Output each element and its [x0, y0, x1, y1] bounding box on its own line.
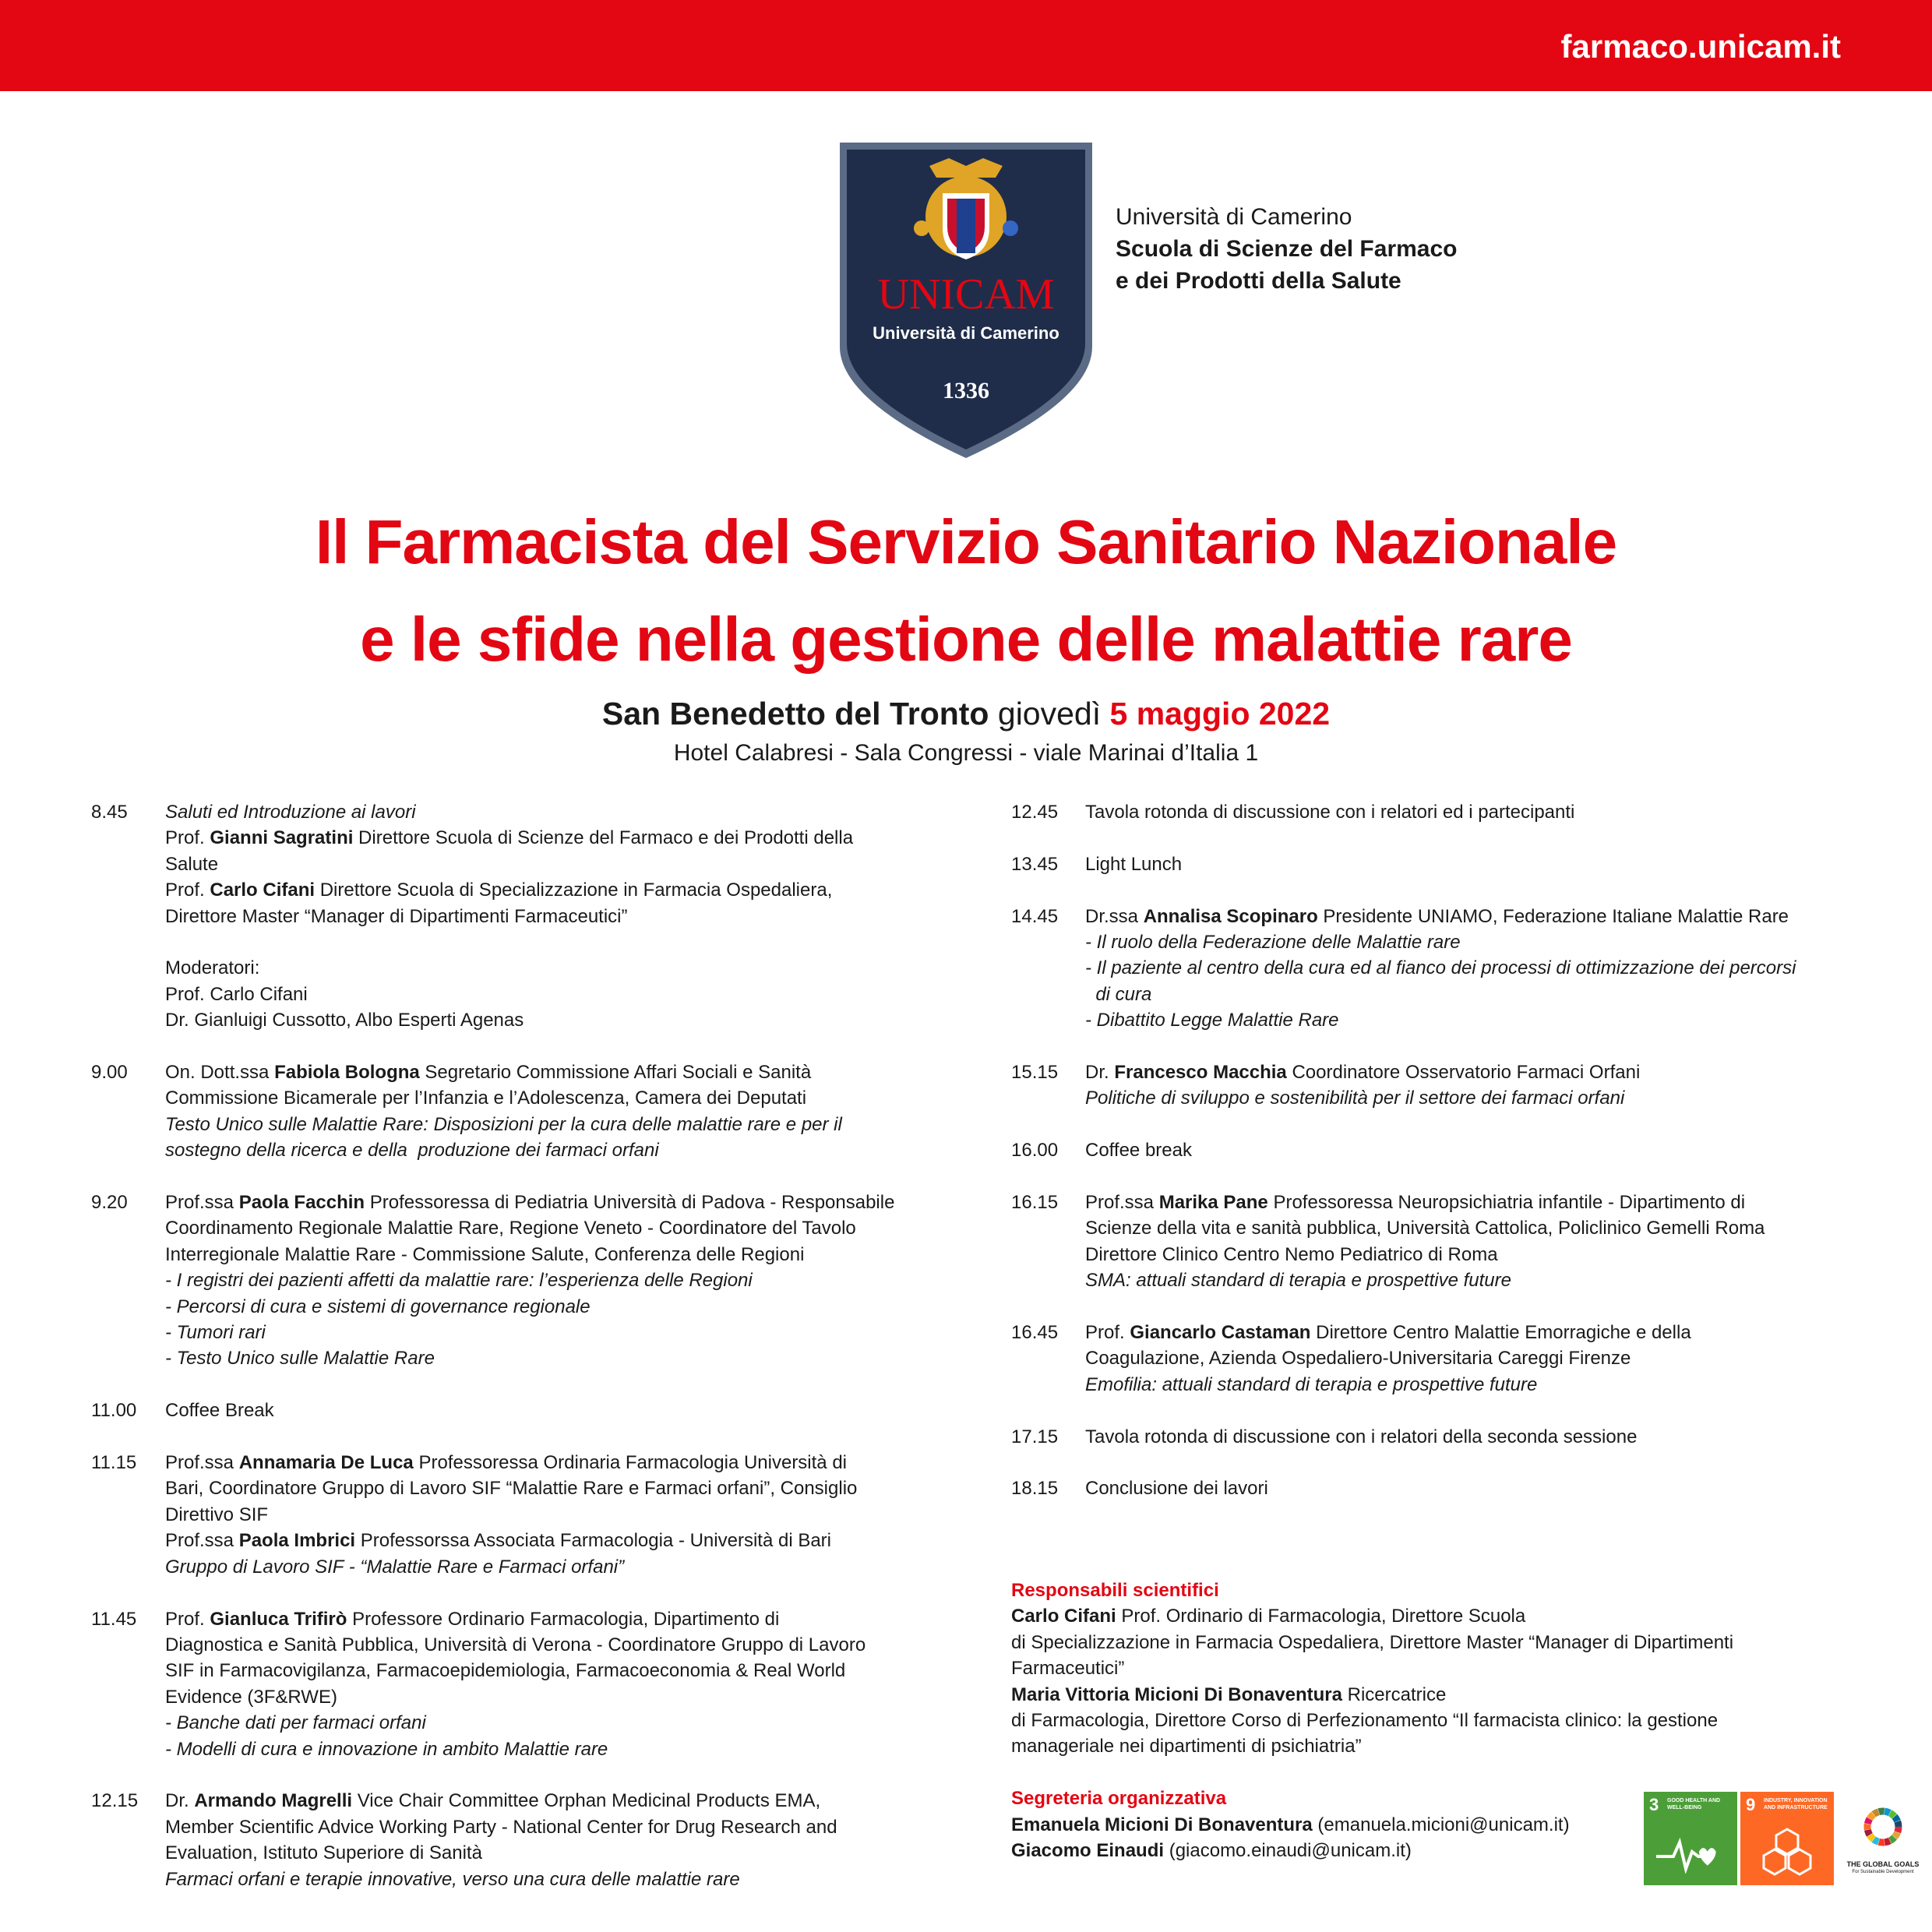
event-title-line-1: Il Farmacista del Servizio Sanitario Nazionale	[315, 507, 1617, 576]
text-segment: Tavola rotonda di discussione con i relatori della seconda sessione	[1085, 1426, 1638, 1447]
entry-body	[165, 1788, 917, 1892]
talk-title: - Modelli di cura e innovazione in ambito Malattie rare	[165, 1738, 608, 1760]
entry-body	[165, 1398, 917, 1423]
institution-line-2: Scuola di Scienze del Farmaco	[1116, 236, 1458, 262]
program-entry	[1011, 1320, 1853, 1398]
text-segment: Conclusione dei lavori	[1085, 1478, 1268, 1500]
text-segment: Prof.	[165, 880, 210, 901]
text-segment: Prof.ssa	[165, 1452, 239, 1474]
entry-time: 13.45	[1011, 853, 1059, 875]
text-line	[1085, 1007, 1853, 1033]
text-segment: Prof.ssa	[1085, 1192, 1159, 1214]
text-segment: Dr.	[1085, 1062, 1115, 1084]
talk-title: - Dibattito Legge Malattie Rare	[1085, 1010, 1339, 1031]
speaker-name: Paola Facchin	[238, 1192, 365, 1214]
program-entry	[91, 1788, 917, 1892]
event-date: 5 maggio 2022	[1109, 696, 1331, 732]
speaker-name: Fabiola Bologna	[274, 1062, 420, 1084]
entry-body	[1085, 1475, 1853, 1501]
text-line	[1085, 851, 1853, 877]
program-entry	[91, 799, 917, 1034]
sdg-goal-3-icon	[1644, 1792, 1737, 1885]
text-line	[165, 1632, 917, 1658]
text-line	[165, 1450, 917, 1475]
text-line	[165, 1345, 917, 1371]
text-line	[165, 1710, 917, 1736]
institution-name	[1116, 201, 1458, 297]
text-segment: On. Dott.ssa	[165, 1062, 275, 1084]
text-line	[165, 1059, 917, 1085]
sdg-goal-3-label: GOOD HEALTH AND WELL-BEING	[1667, 1798, 1721, 1810]
text-segment: Prof.ssa	[165, 1192, 239, 1214]
talk-title: SMA: attuali standard di terapia e prospettive future	[1085, 1270, 1511, 1292]
talk-title: Farmaci orfani e terapie innovative, verso una cura delle malattie rare	[165, 1868, 740, 1890]
unicam-shield-logo	[840, 143, 1092, 458]
text-segment: Evaluation, Istituto Superiore di Sanità	[165, 1842, 482, 1864]
top-banner	[0, 0, 1932, 91]
text-segment: Presidente UNIAMO, Federazione Italiane Malattie Rare	[1317, 905, 1789, 927]
program-entry	[1011, 1059, 1853, 1112]
entry-body	[1085, 1137, 1853, 1163]
text-line	[1085, 1345, 1853, 1371]
program-entry	[91, 1606, 917, 1762]
text-line	[1011, 1682, 1853, 1708]
entry-body	[165, 1450, 917, 1580]
text-line	[165, 1788, 917, 1814]
text-segment: Prof.	[1085, 1322, 1130, 1344]
text-line	[165, 1398, 917, 1423]
entry-time: 12.15	[91, 1790, 139, 1812]
text-segment: Prof.	[165, 827, 210, 849]
text-line	[165, 1684, 917, 1710]
text-segment: Prof. Ordinario di Farmacologia, Direttore Scuola	[1116, 1606, 1526, 1627]
sdg-goal-9-icon	[1740, 1792, 1834, 1885]
text-line	[165, 1606, 917, 1632]
logo-year: 1336	[943, 378, 989, 404]
text-segment: Professorssa Associata Farmacologia - Università di Bari	[355, 1530, 831, 1552]
text-line	[1085, 1137, 1853, 1163]
text-line	[1085, 904, 1853, 929]
text-segment: di Farmacologia, Direttore Corso di Perfezionamento “Il farmacista clinico: la gestione	[1011, 1710, 1719, 1732]
text-line	[1085, 1372, 1853, 1398]
speaker-name: Annamaria De Luca	[238, 1452, 414, 1474]
program-entry	[91, 1059, 917, 1164]
text-segment: Direttivo SIF	[165, 1504, 269, 1525]
text-segment: Professoressa Neuropsichiatria infantile - Dipartimento di	[1267, 1192, 1746, 1214]
text-line	[165, 1867, 917, 1892]
text-line	[1085, 1267, 1853, 1293]
text-line	[165, 1554, 917, 1580]
global-goals-wheel-icon	[1862, 1806, 1904, 1848]
talk-title: - Percorsi di cura e sistemi di governance regionale	[165, 1296, 591, 1317]
text-line	[165, 1658, 917, 1683]
text-line	[165, 825, 917, 851]
heartbeat-icon	[1655, 1835, 1726, 1874]
text-line	[165, 929, 917, 955]
program-entry	[91, 1190, 917, 1372]
text-segment: Direttore Clinico Centro Nemo Pediatrico di Roma	[1085, 1243, 1498, 1265]
text-line	[165, 1320, 917, 1345]
talk-title: Emofilia: attuali standard di terapia e prospettive future	[1085, 1373, 1538, 1395]
speaker-name: Marika Pane	[1158, 1192, 1268, 1214]
text-line	[1085, 1475, 1853, 1501]
text-segment: Vice Chair Committee Orphan Medicinal Products EMA,	[352, 1790, 821, 1812]
entry-body	[165, 799, 917, 1034]
text-line	[165, 1112, 917, 1137]
logo-subtitle: Università di Camerino	[873, 323, 1059, 343]
text-segment: Direttore Scuola di Scienze del Farmaco e dei Prodotti della	[353, 827, 854, 849]
entry-time: 16.15	[1011, 1192, 1059, 1214]
text-line	[165, 1215, 917, 1241]
text-segment: di Specializzazione in Farmacia Ospedaliera, Direttore Master “Manager di Dipartimenti	[1011, 1631, 1734, 1653]
segreteria-heading: Segreteria organizzativa	[1011, 1788, 1227, 1810]
program-entry	[1011, 1424, 1853, 1450]
speaker-name: Giancarlo Castaman	[1130, 1322, 1311, 1344]
text-line	[165, 799, 917, 825]
text-segment: Coffee Break	[165, 1400, 274, 1422]
entry-time: 16.45	[1011, 1322, 1059, 1344]
entry-time: 8.45	[91, 802, 128, 823]
text-segment: Coagulazione, Azienda Ospedaliero-Universitaria Careggi Firenze	[1085, 1348, 1631, 1370]
entry-time: 11.15	[91, 1452, 137, 1474]
text-segment: Professore Ordinario Farmacologia, Dipartimento di	[347, 1608, 780, 1630]
program-entry	[1011, 1137, 1853, 1163]
program-entry	[91, 1450, 917, 1580]
entry-body	[1085, 799, 1853, 825]
speaker-name: Gianni Sagratini	[210, 827, 354, 849]
talk-title: Testo Unico sulle Malattie Rare: Disposizioni per la cura delle malattie rare e per il	[165, 1113, 842, 1135]
talk-title: di cura	[1085, 983, 1152, 1005]
talk-title: - Tumori rari	[165, 1322, 266, 1344]
text-line	[1085, 1424, 1853, 1450]
text-line	[165, 1814, 917, 1840]
text-segment: (giacomo.einaudi@unicam.it)	[1164, 1840, 1412, 1862]
speaker-name: Emanuela Micioni Di Bonaventura	[1011, 1814, 1313, 1835]
text-line	[165, 1736, 917, 1762]
text-segment: Direttore Scuola di Specializzazione in Farmacia Ospedaliera,	[315, 880, 833, 901]
speaker-name: Francesco Macchia	[1114, 1062, 1287, 1084]
text-segment: Member Scientific Advice Working Party - National Center for Drug Research and	[165, 1816, 837, 1838]
text-line	[165, 1085, 917, 1111]
text-line	[1085, 982, 1853, 1007]
text-segment: Moderatori:	[165, 957, 260, 979]
talk-title: Gruppo di Lavoro SIF - “Malattie Rare e Farmaci orfani”	[165, 1556, 625, 1578]
speaker-name: Gianluca Trifirò	[210, 1608, 347, 1630]
text-segment: (emanuela.micioni@unicam.it)	[1312, 1814, 1570, 1835]
text-segment: Salute	[165, 853, 219, 875]
text-segment: Diagnostica e Sanità Pubblica, Università di Verona - Coordinatore Gruppo di Lavoro	[165, 1634, 866, 1655]
global-goals-label: THE GLOBAL GOALS	[1846, 1860, 1920, 1868]
event-title-line-2: e le sfide nella gestione delle malattie rare	[360, 605, 1572, 674]
entry-body	[165, 1606, 917, 1762]
entry-time: 9.00	[91, 1062, 128, 1084]
text-segment: Ricercatrice	[1341, 1683, 1447, 1705]
text-line	[1085, 1320, 1853, 1345]
event-city: San Benedetto del Tronto	[601, 696, 989, 732]
text-line	[165, 955, 917, 981]
entry-body	[1085, 1424, 1853, 1450]
cubes-icon	[1762, 1826, 1812, 1876]
talk-title: - Banche dati per farmaci orfani	[165, 1712, 426, 1734]
text-line	[1085, 1242, 1853, 1267]
text-segment: Prof.ssa	[165, 1530, 239, 1552]
entry-time: 14.45	[1011, 905, 1059, 927]
text-line	[165, 904, 917, 929]
text-line	[165, 1294, 917, 1320]
talk-title: - Il ruolo della Federazione delle Malattie rare	[1085, 932, 1461, 953]
talk-title: sostegno della ricerca e della produzione dei farmaci orfani	[165, 1140, 659, 1162]
text-line	[1011, 1630, 1853, 1655]
sdg-goal-9-number: 9	[1746, 1795, 1756, 1814]
text-line	[1085, 1059, 1853, 1085]
entry-time: 15.15	[1011, 1062, 1059, 1084]
program-left-column	[91, 799, 917, 1918]
text-line	[165, 1137, 917, 1163]
text-segment: Coordinamento Regionale Malattie Rare, Regione Veneto - Coordinatore del Tavolo	[165, 1218, 856, 1239]
program-entry	[1011, 1190, 1853, 1294]
entry-time: 9.20	[91, 1192, 128, 1214]
text-line	[165, 1840, 917, 1866]
text-segment: Professoressa Ordinaria Farmacologia Università di	[413, 1452, 847, 1474]
global-goals-logo	[1836, 1792, 1930, 1885]
text-segment: Dr.ssa	[1085, 905, 1144, 927]
entry-body	[1085, 851, 1853, 877]
institution-line-1: Università di Camerino	[1116, 204, 1352, 230]
logo-wordmark: UNICAM	[877, 270, 1055, 319]
speaker-name: Maria Vittoria Micioni Di Bonaventura	[1011, 1683, 1342, 1705]
text-segment: Commissione Bicamerale per l’Infanzia e l’Adolescenza, Camera dei Deputati	[165, 1088, 807, 1109]
text-segment: Coordinatore Osservatorio Farmaci Orfani	[1286, 1062, 1641, 1084]
institution-line-3: e dei Prodotti della Salute	[1116, 268, 1401, 294]
text-line	[165, 982, 917, 1007]
text-segment: Light Lunch	[1085, 853, 1183, 875]
text-segment: Evidence (3F&RWE)	[165, 1686, 337, 1708]
talk-title: Politiche di sviluppo e sostenibilità per il settore dei farmaci orfani	[1085, 1088, 1625, 1109]
entry-body	[1085, 1059, 1853, 1112]
text-segment: Segretario Commissione Affari Sociali e Sanità	[419, 1062, 812, 1084]
text-segment: Scienze della vita e sanità pubblica, Università Cattolica, Policlinico Gemelli Roma	[1085, 1218, 1765, 1239]
text-segment: Direttore Centro Malattie Emorragiche e della	[1310, 1322, 1691, 1344]
talk-title: - Il paziente al centro della cura ed al fianco dei processi di ottimizzazione dei percorsi	[1085, 957, 1796, 979]
text-line	[1085, 955, 1853, 981]
entry-body	[165, 1059, 917, 1164]
entry-body	[1085, 1190, 1853, 1294]
text-line	[1085, 799, 1853, 825]
talk-title: - I registri dei pazienti affetti da malattie rare: l’esperienza delle Regioni	[165, 1270, 753, 1292]
text-line	[165, 1007, 917, 1033]
entry-time: 12.45	[1011, 802, 1059, 823]
text-segment: Professoressa di Pediatria Università di Padova - Responsabile	[365, 1192, 895, 1214]
entry-time: 18.15	[1011, 1478, 1059, 1500]
event-venue: Hotel Calabresi - Sala Congressi - viale Marinai d’Italia 1	[673, 740, 1259, 766]
speaker-name: Annalisa Scopinaro	[1143, 905, 1318, 927]
text-segment: manageriale nei dipartimenti di psichiatria”	[1011, 1736, 1362, 1757]
text-segment: Dr. Gianluigi Cussotto, Albo Esperti Agenas	[165, 1010, 524, 1031]
speaker-name: Paola Imbrici	[238, 1530, 356, 1552]
text-segment: Prof. Carlo Cifani	[165, 983, 308, 1005]
text-segment: Bari, Coordinatore Gruppo di Lavoro SIF “Malattie Rare e Farmaci orfani”, Consiglio	[165, 1478, 858, 1500]
entry-body	[1085, 1320, 1853, 1398]
program-entry	[91, 1398, 917, 1423]
global-goals-sub: For Sustainable Development	[1852, 1870, 1914, 1874]
program-entry	[1011, 904, 1853, 1034]
text-line	[1085, 1085, 1853, 1111]
text-line	[165, 1267, 917, 1293]
entry-body	[1085, 904, 1853, 1034]
speaker-name: Carlo Cifani	[210, 880, 316, 901]
text-segment: Farmaceutici”	[1011, 1658, 1125, 1680]
text-line	[1085, 1215, 1853, 1241]
text-segment: Prof.	[165, 1608, 210, 1630]
sdg-goal-3-number: 3	[1649, 1795, 1659, 1814]
event-weekday: giovedì	[997, 696, 1102, 732]
entry-time: 17.15	[1011, 1426, 1059, 1447]
responsabili-heading: Responsabili scientifici	[1011, 1580, 1219, 1601]
text-segment: Dr.	[165, 1790, 195, 1812]
website-url[interactable]: farmaco.unicam.it	[1560, 28, 1841, 65]
entry-body	[165, 1190, 917, 1372]
text-line	[165, 851, 917, 877]
text-line	[165, 1475, 917, 1501]
talk-title: - Testo Unico sulle Malattie Rare	[165, 1348, 435, 1370]
text-line	[165, 1528, 917, 1553]
event-dateline	[0, 696, 1932, 732]
speaker-name: Giacomo Einaudi	[1011, 1840, 1165, 1862]
text-segment: Direttore Master “Manager di Dipartimenti Farmaceutici”	[165, 905, 628, 927]
text-segment: Coffee break	[1085, 1140, 1192, 1162]
talk-title: Saluti ed Introduzione ai lavori	[165, 802, 416, 823]
text-line	[1085, 1190, 1853, 1215]
program-entry	[1011, 1475, 1853, 1501]
text-line	[165, 877, 917, 903]
text-line	[165, 1502, 917, 1528]
program-entry	[1011, 851, 1853, 877]
speaker-name: Armando Magrelli	[194, 1790, 353, 1812]
speaker-name: Carlo Cifani	[1011, 1606, 1116, 1627]
text-segment: SIF in Farmacovigilanza, Farmacoepidemiologia, Farmacoeconomia & Real World	[165, 1660, 846, 1682]
text-segment: Tavola rotonda di discussione con i relatori ed i partecipanti	[1085, 802, 1575, 823]
text-line	[1011, 1733, 1853, 1759]
sdg-goal-9-label: INDUSTRY, INNOVATION AND INFRASTRUCTURE	[1764, 1798, 1828, 1810]
entry-time: 11.45	[91, 1608, 137, 1630]
text-line	[1085, 929, 1853, 955]
program-entry	[1011, 799, 1853, 825]
text-line	[1011, 1603, 1853, 1629]
text-line	[1011, 1655, 1853, 1681]
text-segment: Interregionale Malattie Rare - Commissione Salute, Conferenza delle Regioni	[165, 1243, 805, 1265]
text-line	[165, 1242, 917, 1267]
program-right-column	[1011, 799, 1853, 1528]
responsabili-list	[1011, 1603, 1853, 1759]
entry-time: 16.00	[1011, 1140, 1059, 1162]
text-line	[1011, 1708, 1853, 1733]
text-line	[165, 1190, 917, 1215]
entry-time: 11.00	[91, 1400, 137, 1422]
